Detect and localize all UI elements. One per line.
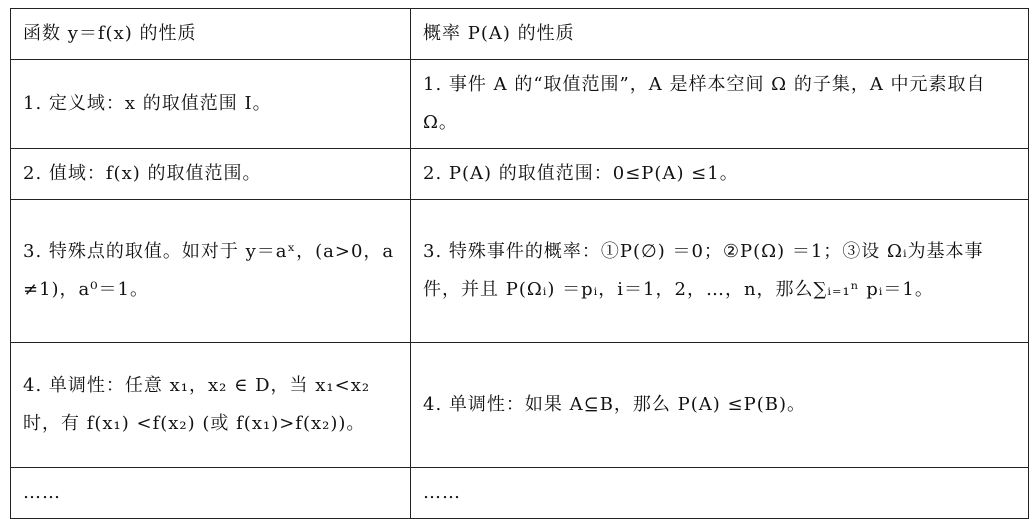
header-function-properties: 函数 y＝f(x) 的性质 [11, 9, 411, 60]
table-row [11, 200, 1029, 343]
probability-property-special-events: 3. 特殊事件的概率：①P(∅) ＝0；②P(Ω) ＝1；③设 Ωᵢ为基本事件，并且 P(Ωᵢ) ＝pᵢ，i＝1，2，…，n，那么∑ᵢ₌₁ⁿ pᵢ＝1。 [411, 200, 1029, 343]
function-property-domain: 1. 定义域：x 的取值范围 I。 [11, 60, 411, 149]
probability-property-monotonicity: 4. 单调性：如果 A⊆B，那么 P(A) ≤P(B)。 [411, 343, 1029, 468]
probability-property-ellipsis: …… [411, 468, 1029, 519]
table-row [11, 60, 1029, 149]
function-property-value-range: 2. 值域：f(x) 的取值范围。 [11, 149, 411, 200]
header-probability-properties: 概率 P(A) 的性质 [411, 9, 1029, 60]
probability-property-value-range: 2. P(A) 的取值范围：0≤P(A) ≤1。 [411, 149, 1029, 200]
table-row [11, 149, 1029, 200]
function-property-monotonicity: 4. 单调性：任意 x₁，x₂ ∈ D，当 x₁<x₂时，有 f(x₁) <f(x₂) (或 f(x₁)>f(x₂))。 [11, 343, 411, 468]
table-row [11, 468, 1029, 519]
table-row [11, 343, 1029, 468]
properties-comparison-table [10, 8, 1029, 519]
function-property-ellipsis: …… [11, 468, 411, 519]
function-property-special-points: 3. 特殊点的取值。如对于 y＝aˣ，(a>0，a≠1)，a⁰＝1。 [11, 200, 411, 343]
probability-property-range-of-event: 1. 事件 A 的“取值范围”，A 是样本空间 Ω 的子集，A 中元素取自 Ω。 [411, 60, 1029, 149]
table-header-row [11, 9, 1029, 60]
